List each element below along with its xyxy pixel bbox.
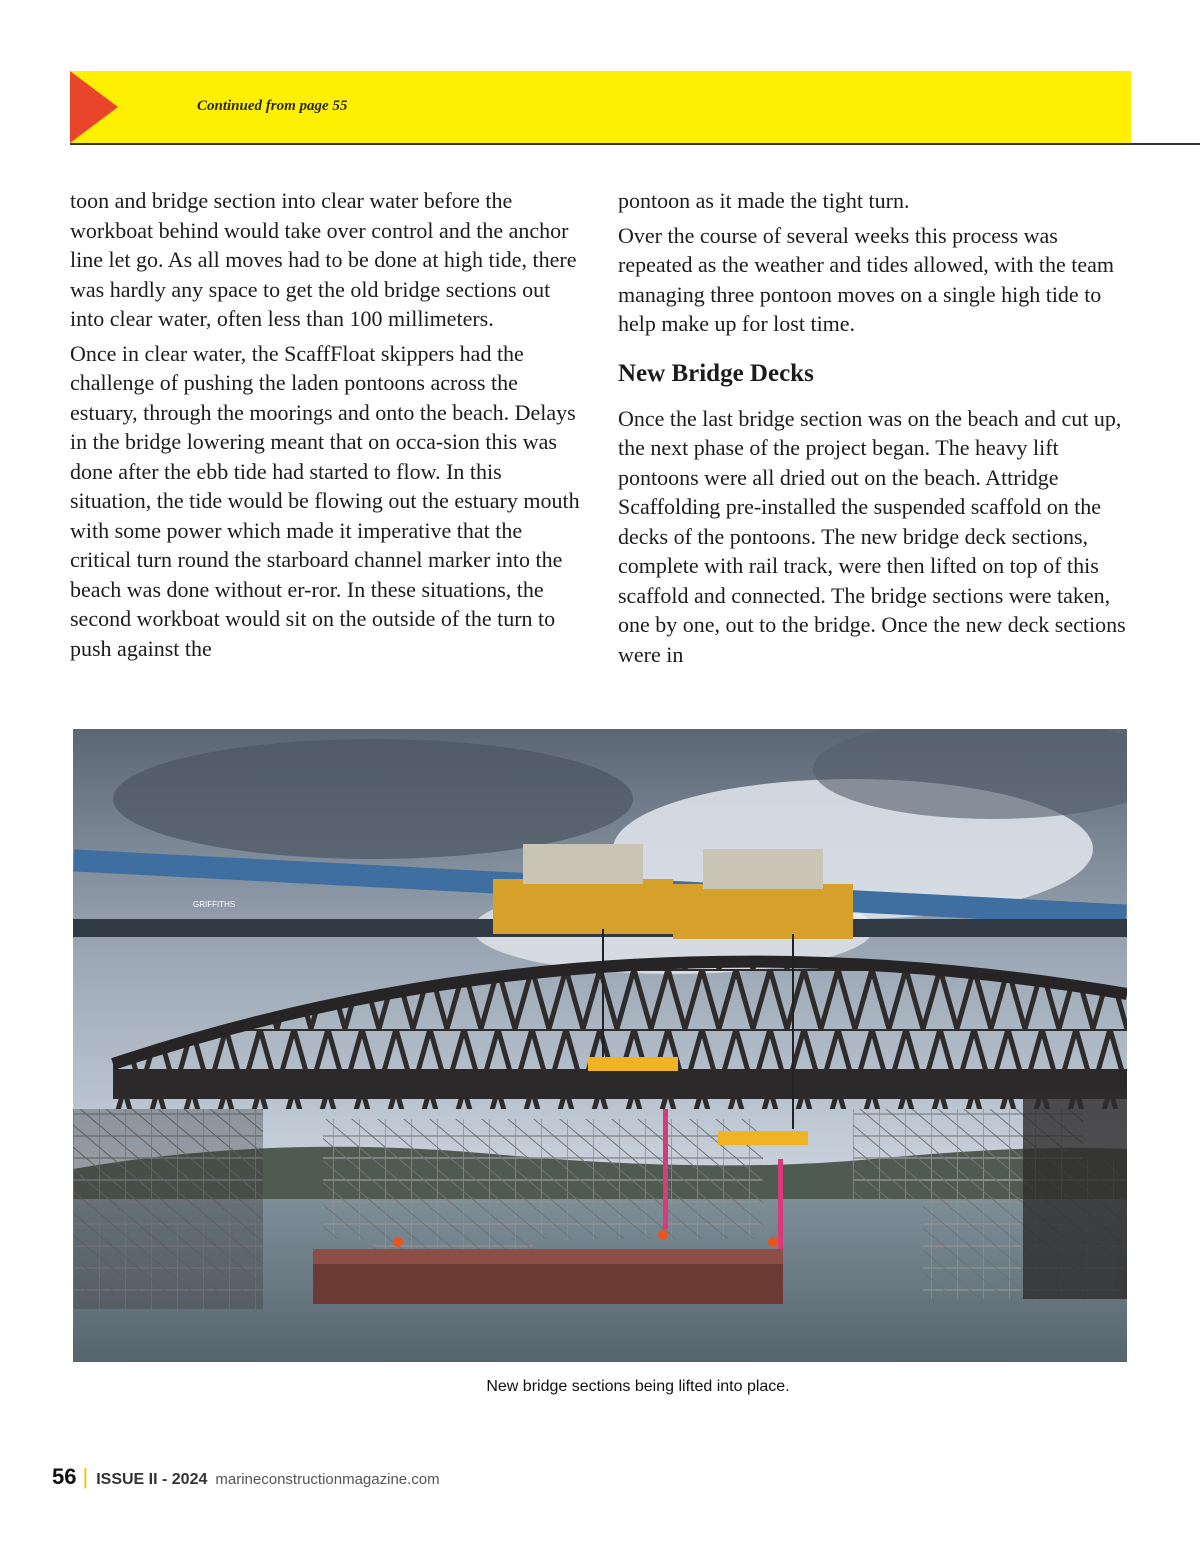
issue-label: ISSUE II - 2024 [96, 1471, 208, 1488]
photo-caption: New bridge sections being lifted into place. [486, 1378, 790, 1395]
banner-arrow-icon [70, 71, 118, 143]
section-heading: New Bridge Decks [618, 359, 814, 387]
crane-sign-text: GRIFFITHS [193, 900, 236, 909]
paragraph: Once the last bridge section was on the beach and cut up, the next phase of the project began. The heavy lift pontoons were all dried out on the beach. Attridge Scaffolding pre-installed the suspended scaffold on the decks of the pontoons. The new bridge deck sections, complete with rail track, were then lifted on top of this scaffold and connected. The bridge sections were taken, one by one, out to the bridge. Once the new deck sections were in [618, 405, 1126, 667]
article-column-left [70, 186, 580, 668]
paragraph: Over the course of several weeks this process was repeated as the weather and tides allowed, with the team managing three pontoon moves on a single high tide to help make up for lost time. [618, 222, 1115, 336]
footer-separator: | [82, 1464, 89, 1489]
page-number: 56 [52, 1464, 77, 1489]
header-rule [70, 143, 1200, 145]
page-footer [52, 1464, 440, 1490]
paragraph: Once in clear water, the ScaffFloat skippers had the challenge of pushing the laden pontoons across the estuary, through the moorings and onto the beach. Delays in the bridge lowering meant that on occa-sion this was done after the ebb tide had started to flow. In this situation, the tide would be flowing out the estuary mouth with some power which made it imperative that the critical turn round the starboard channel marker into the beach was done without er-ror. In these situations, the second workboat would sit on the outside of the turn to push against the [70, 340, 580, 661]
paragraph: toon and bridge section into clear water before the workboat behind would take over control and the anchor line let go. As all moves had to be done at high tide, there was hardly any space to get the old bridge sections out into clear water, often less than 100 millimeters. [70, 188, 577, 331]
article-column-right [618, 186, 1128, 674]
paragraph: pontoon as it made the tight turn. [618, 188, 910, 213]
website-link[interactable]: marineconstructionmagazine.com [215, 1471, 440, 1488]
bridge-photo [73, 729, 1127, 1362]
continued-from-label: Continued from page 55 [197, 98, 348, 114]
